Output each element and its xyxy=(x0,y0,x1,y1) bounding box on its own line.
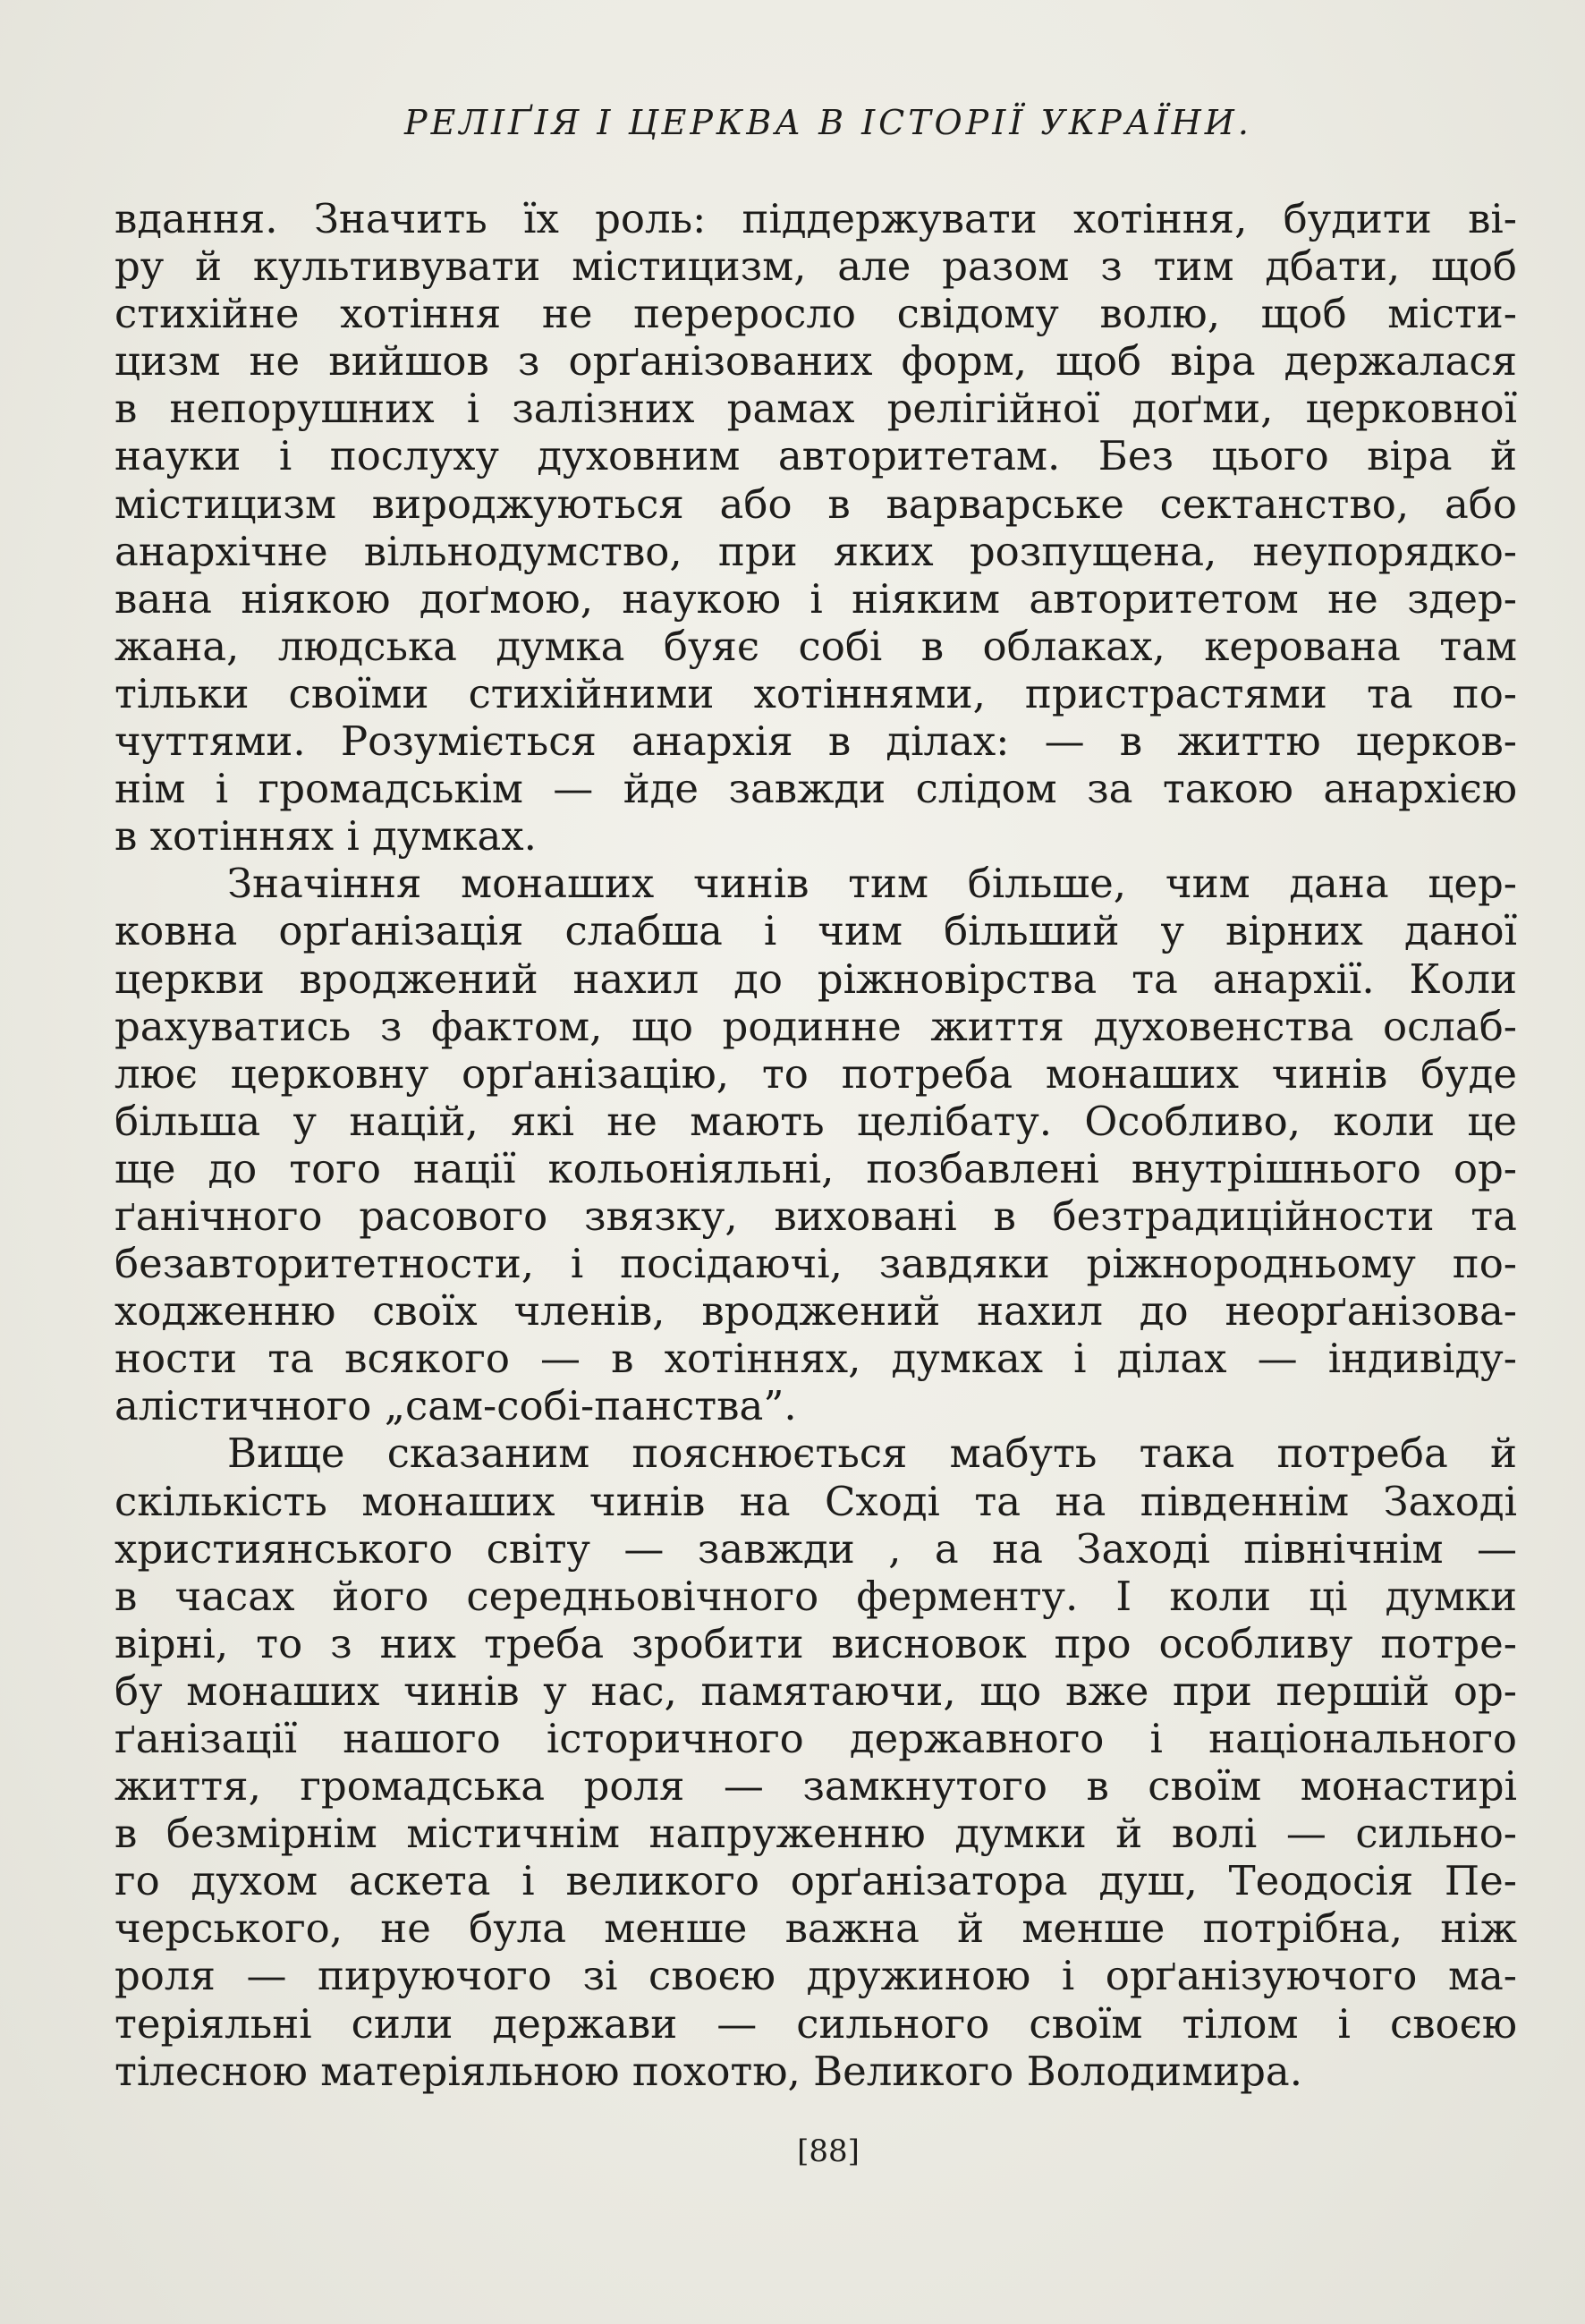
text-line: черського, не була менше важна й менше потрібна, ніж xyxy=(114,1904,1517,1953)
text-line: християнського світу — завжди , а на Заході північнім — xyxy=(114,1524,1517,1573)
running-head: РЕЛІҐІЯ І ЦЕРКВА В ІСТОРІЇ УКРАЇНИ. xyxy=(404,103,1252,142)
text-line: науки і послуху духовним авторитетам. Без цього віра й xyxy=(114,432,1517,480)
text-line: тілесною матеріяльною похотю, Великого Володимира. xyxy=(114,2047,1303,2095)
text-line: ности та всякого — в хотіннях, думках і ділах — індивіду- xyxy=(114,1335,1517,1383)
text-line: безавторитетности, і посідаючі, завдяки ріжнородньому по- xyxy=(114,1240,1517,1288)
text-line: анархічне вільнодумство, при яких розпущена, неупорядко- xyxy=(114,527,1517,575)
text-line: вірні, то з них треба зробити висновок про особливу потре- xyxy=(114,1619,1517,1667)
text-line: ходженню своїх членів, вроджений нахил до неорґанізова- xyxy=(114,1287,1517,1336)
text-line: алістичного „сам-собі-панства”. xyxy=(114,1382,797,1430)
body-text xyxy=(114,195,1517,2095)
text-line: жана, людська думка буяє собі в облаках, керована там xyxy=(114,622,1517,670)
text-line: тільки своїми стихійними хотіннями, пристрастями та по- xyxy=(114,669,1517,717)
text-line: рахуватись з фактом, що родинне життя духовенства ослаб- xyxy=(114,1002,1517,1050)
text-line: Вище сказаним пояснюється мабуть така потреба й xyxy=(227,1429,1517,1478)
text-line: цизм не вийшов з орґанізованих форм, щоб віра держалася xyxy=(114,337,1517,386)
paragraph xyxy=(114,860,1517,1429)
text-line: в безмірнім містичнім напруженню думки й волі — сильно- xyxy=(114,1810,1517,1858)
text-line: в часах його середньовічного ферменту. І коли ці думки xyxy=(114,1572,1517,1620)
text-line: скількість монаших чинів на Сході та на південнім Заході xyxy=(114,1477,1517,1525)
text-line: вана ніякою доґмою, наукою і ніяким авторитетом не здер- xyxy=(114,574,1517,623)
text-line: теріяльні сили держави — сильного своїм тілом і своєю xyxy=(114,1999,1517,2048)
page-number: [88] xyxy=(797,2133,860,2169)
paragraph xyxy=(114,1429,1517,2094)
text-line: ру й культивувати містицизм, але разом з тим дбати, щоб xyxy=(114,242,1517,291)
text-line: Значіння монаших чинів тим більше, чим дана цер- xyxy=(227,860,1517,908)
text-line: лює церковну орґанізацію, то потреба монаших чинів буде xyxy=(114,1049,1517,1098)
text-line: вдання. Значить їх роль: піддержувати хотіння, будити ві- xyxy=(114,195,1517,242)
text-line: ще до того нації кольоніяльні, позбавлені внутрішнього ор- xyxy=(114,1144,1517,1192)
text-line: нім і громадськім — йде завжди слідом за такою анархією xyxy=(114,765,1517,813)
text-line: бу монаших чинів у нас, памятаючи, що вже при першій ор- xyxy=(114,1667,1517,1715)
text-line: життя, громадська роля — замкнутого в своїм монастирі xyxy=(114,1762,1517,1811)
text-line: церкви вроджений нахил до ріжновірства та анархії. Коли xyxy=(114,954,1517,1003)
text-line: го духом аскета і великого орґанізатора душ, Теодосія Пе- xyxy=(114,1857,1517,1905)
text-line: ґанізації нашого історичного державного і національного xyxy=(114,1715,1517,1762)
text-line: в хотіннях і думках. xyxy=(114,812,537,861)
text-line: роля — пируючого зі своєю дружиною і орґанізуючого ма- xyxy=(114,1952,1517,2000)
text-line: ґанічного расового звязку, виховані в безтрадиційности та xyxy=(114,1192,1517,1240)
text-line: стихійне хотіння не переросло свідому волю, щоб місти- xyxy=(114,290,1517,338)
text-line: містицизм вироджуються або в варварське сектанство, або xyxy=(114,479,1517,528)
text-line: більша у націй, які не мають целібату. Особливо, коли це xyxy=(114,1097,1517,1145)
text-line: ковна орґанізація слабша і чим більший у вірних даної xyxy=(114,907,1517,955)
text-line: чуттями. Розуміється анархія в ділах: — в життю церков- xyxy=(114,717,1517,766)
paragraph xyxy=(114,195,1517,860)
text-line: в непорушних і залізних рамах релігійної доґми, церковної xyxy=(114,385,1517,433)
